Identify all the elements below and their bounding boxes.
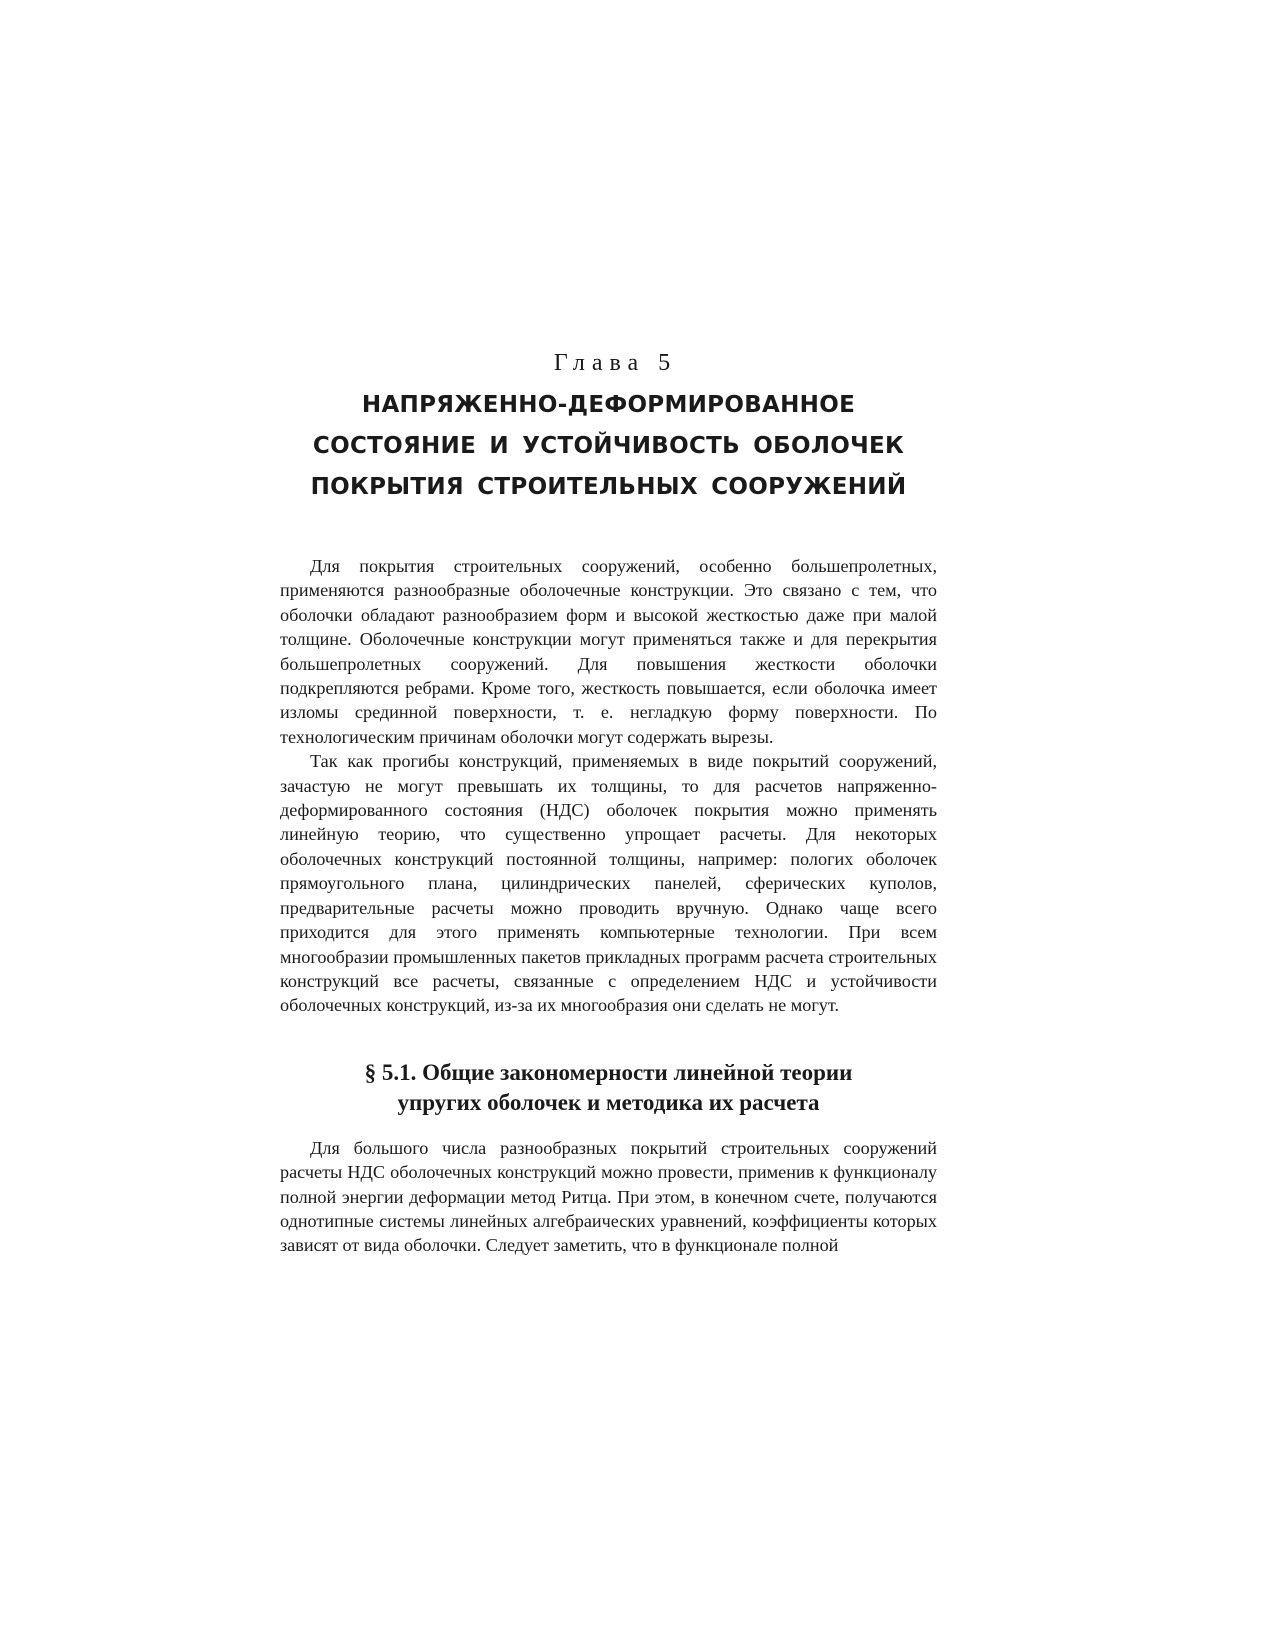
chapter-title-line: ПОКРЫТИЯ СТРОИТЕЛЬНЫХ СООРУЖЕНИЙ xyxy=(310,474,907,500)
intro-paragraph: Так как прогибы конструкций, применяемых в виде покрытий сооружений, зачастую не могут превышать их толщины, то для расчетов напряженно-деформированного состояния (НДС) оболочек покрытия можно применять линейную теорию, что существенно упрощает расчеты. Для некоторых оболочечных конструкций постоянной толщины, например: пологих оболочек прямоугольного плана, цилиндрических панелей, сферических куполов, предварительные расчеты можно проводить вручную. Однако чаще всего приходится для этого применять компьютерные технологии. При всем многообразии промышленных пакетов прикладных программ расчета строительных конструкций все расчеты, связанные с определением НДС и устойчивости оболочечных конструкций, из-за их многообразия они сделать не могут. xyxy=(280,751,937,1016)
section-heading-line: упругих оболочек и методика их расчета xyxy=(397,1089,820,1115)
chapter-title-line: НАПРЯЖЕННО-ДЕФОРМИРОВАННОЕ xyxy=(361,392,856,418)
intro-paragraph: Для покрытия строительных сооружений, особенно большепролетных, применяются разнообразные оболочечные конструкции. Это связано с тем, что оболочки обладают разнообразием форм и высокой жесткостью даже при малой толщине. Оболочечные конструкции могут применяться также и для перекрытия большепролетных сооружений. Для повышения жесткости оболочки подкрепляются ребрами. Кроме того, жесткость повышается, если оболочка имеет изломы срединной поверхности, т. е. негладкую форму поверхности. По технологическим причинам оболочки могут содержать вырезы. xyxy=(280,556,937,747)
chapter-label: Глава 5 xyxy=(553,350,678,376)
section-heading xyxy=(280,1058,937,1118)
book-page xyxy=(280,350,937,1258)
section-paragraph: Для большого числа разнообразных покрытий строительных сооружений расчеты НДС оболочечных конструкций можно провести, применив к функционалу полной энергии деформации метод Ритца. При этом, в конечном счете, получаются однотипные системы линейных алгебраических уравнений, коэффициенты которых зависят от вида оболочки. Следует заметить, что в функционале полной xyxy=(280,1137,937,1256)
chapter-title xyxy=(280,385,937,508)
section-heading-line: § 5.1. Общие закономерности линейной теории xyxy=(364,1059,853,1085)
chapter-title-line: СОСТОЯНИЕ И УСТОЙЧИВОСТЬ ОБОЛОЧЕК xyxy=(312,433,905,459)
